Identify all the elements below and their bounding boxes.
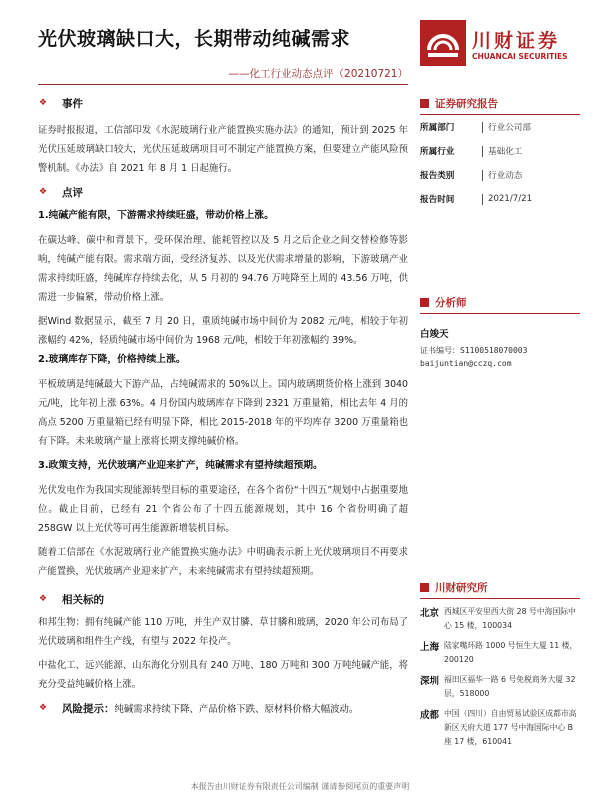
square-bullet-icon	[420, 298, 429, 307]
diamond-bullet-icon: ❖	[38, 98, 48, 108]
page-title: 光伏玻璃缺口大，长期带动纯碱需求	[38, 28, 351, 50]
info-row-date: 报告时间 2021/7/21	[420, 194, 533, 205]
analyst-name: 白竣天	[420, 329, 449, 340]
analyst-cert: 证书编号：S1100518070003	[420, 346, 528, 355]
sidebar-heading-institute: 川财研究所	[420, 578, 580, 596]
targets-paragraph-1: 和邦生物：拥有纯碱产能 110 万吨，并生产双甘膦、草甘膦和玻璃，2020 年公司布局了光伏玻璃和组件生产线，有望与 2022 年投产。	[38, 617, 408, 647]
sidebar-heading-analyst: 分析师	[420, 293, 580, 311]
section-heading-comment: ❖ 点评	[38, 186, 83, 199]
diamond-bullet-icon: ❖	[38, 703, 48, 713]
chuancai-logo-icon	[420, 20, 466, 66]
subheading-1: 1.纯碱产能有限，下游需求持续旺盛，带动价格上涨。	[38, 210, 274, 221]
info-row-dept: 所属部门 行业公司部	[420, 123, 531, 133]
section-heading-event: ❖ 事件	[38, 97, 83, 110]
main-content	[38, 94, 408, 717]
paragraph-2: 平板玻璃是纯碱最大下游产品，占纯碱需求的 50%以上。国内玻璃期货价格上涨到 3040 元/吨，比年初上涨 63%。4 月份国内玻璃库存下降到 2321 万重量箱，相比去年 4 月的高点 5200 万重量箱已经有明显下降，相比 2015-2018 年的平均库存 3200 万重量箱也有下降。未来玻璃产量上涨将长期支撑纯碱价格。	[38, 379, 408, 447]
title-divider	[38, 84, 408, 85]
paragraph-3b: 随着工信部在《水泥玻璃行业产能置换实施办法》中明确表示新上光伏玻璃项目不再要求产能置换，光伏玻璃产业迎来扩产，未来纯碱需求有望持续超预期。	[38, 547, 408, 577]
office-beijing: 北京 西城区平安里西大街 28 号中海国际中心 15 楼，100034	[420, 607, 576, 630]
page-footer: 本报告由川财证券有限责任公司编制 谨请参阅尾页的重要声明	[190, 782, 410, 791]
info-row-industry: 所属行业 基础化工	[420, 147, 523, 157]
paragraph-1b: 据Wind 数据显示，截至 7 月 20 日，重质纯碱市场中间价为 2082 元/吨，相较于年初涨幅约 42%，轻质纯碱市场中间价为 1968 元/吨，相较于年初涨幅约 39%。	[38, 316, 408, 346]
event-paragraph: 证券时报报道，工信部印发《水泥玻璃行业产能置换实施办法》的通知，预计到 2025 年光伏压延玻璃缺口较大，光伏压延玻璃项目可不制定产能置换方案，但要建立产能风险预警机制。《办法》自 2021 年 8 月 1 日起施行。	[38, 125, 408, 174]
subheading-2: 2.玻璃库存下降，价格持续上涨。	[38, 354, 186, 365]
info-row-type: 报告类别 行业动态	[420, 171, 523, 181]
risk-text: 纯碱需求持续下降、产品价格下跌、原材料价格大幅波动。	[114, 704, 359, 715]
sidebar-heading-report: 证券研究报告	[420, 94, 580, 112]
logo-text-cn: 川财证券	[472, 30, 561, 52]
diamond-bullet-icon: ❖	[38, 594, 48, 604]
company-logo	[420, 20, 570, 70]
sidebar-divider	[420, 598, 580, 599]
office-shenzhen: 深圳 福田区福华一路 6 号免税商务大厦 32 层，518000	[420, 675, 576, 698]
page-subtitle: ——化工行业动态点评（20210721）	[228, 68, 408, 80]
logo-text-en: CHUANCAI SECURITIES	[472, 52, 568, 61]
office-shanghai: 上海 陆家嘴环路 1000 号恒生大厦 11 楼，200120	[420, 641, 578, 664]
analyst-email[interactable]: baijuntian@cczq.com	[420, 359, 512, 368]
risk-label: 风险提示：	[62, 702, 115, 715]
section-heading-targets: ❖ 相关标的	[38, 593, 104, 606]
risk-line	[38, 699, 408, 717]
subheading-3: 3.政策支持，光伏玻璃产业迎来扩产，纯碱需求有望持续超预期。	[38, 460, 323, 471]
sidebar-divider	[420, 313, 580, 314]
paragraph-3a: 光伏发电作为我国实现能源转型目标的重要途径，在各个省份“十四五”规划中占据重要地位。截止目前，已经有 21 个省公布了十四五能源规划，其中 16 个省份明确了超 258GW 以上光伏等可再生能源新增装机目标。	[38, 485, 408, 534]
square-bullet-icon	[420, 583, 429, 592]
targets-paragraph-2: 中盐化工、远兴能源、山东海化分别具有 240 万吨、180 万吨和 300 万吨纯碱产能，将充分受益纯碱价格上涨。	[38, 660, 408, 690]
office-chengdu: 成都 中国（四川）自由贸易试验区成都市高新区天府大道 177 号中海国际中心 B 座 17 楼，610041	[420, 709, 577, 746]
diamond-bullet-icon: ❖	[38, 187, 48, 197]
paragraph-1a: 在碳达峰、碳中和背景下，受环保治理、能耗管控以及 5 月之后企业之间交替检修等影响，纯碱产能有限。需求端方面，受经济复苏、以及光伏需求增量的影响，下游玻璃产业需求持续旺盛，纯碱库存持续去化，从 5 月初的 94.76 万吨降至上周的 43.56 万吨，供需进一步偏紧，带动价格上涨。	[38, 235, 408, 303]
sidebar	[420, 94, 580, 749]
square-bullet-icon	[420, 99, 429, 108]
